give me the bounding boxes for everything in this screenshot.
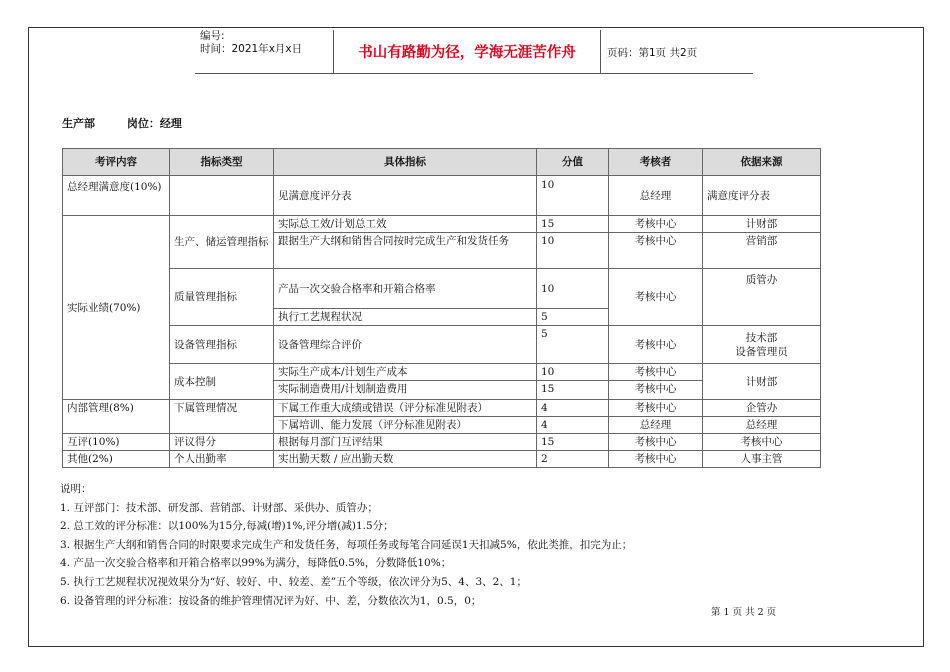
type-cell: 生产、储运管理指标 [170, 216, 274, 269]
column-header: 考核者 [609, 149, 703, 176]
note-item: 5. 执行工艺规程状况视效果分为“好、较好、中、较差、差”五个等级，依次评分为5、4、3、2、1； [60, 575, 527, 588]
column-header: 考评内容 [63, 149, 170, 176]
indicator-cell: 下属培训、能力发展（评分标准见附表） [274, 417, 537, 434]
table-header-row [63, 149, 821, 176]
footer-page-number: 第 1 页 共 2 页 [711, 607, 777, 618]
assessor-cell: 总经理 [609, 417, 703, 434]
content-cell: 互评(10%) [63, 434, 170, 451]
assessor-cell: 考核中心 [609, 216, 703, 233]
source-cell [703, 326, 821, 364]
assessor-cell: 考核中心 [609, 326, 703, 364]
assessor-cell: 考核中心 [609, 233, 703, 269]
score-cell: 10 [537, 233, 609, 269]
type-cell [170, 176, 274, 216]
indicator-cell: 见满意度评分表 [274, 176, 537, 216]
score-cell: 10 [537, 176, 609, 216]
number-label: 编号: [200, 30, 225, 42]
note-item: 3. 根据生产大纲和销售合同的时限要求完成生产和发货任务，每项任务或每笔合同延误1天扣减5%，依此类推，扣完为止； [60, 538, 633, 551]
department-line [62, 115, 210, 131]
source-line: 设备管理员 [735, 345, 788, 358]
score-cell: 5 [537, 309, 609, 326]
score-cell: 4 [537, 400, 609, 417]
score-cell: 10 [537, 269, 609, 309]
source-cell: 总经理 [703, 417, 821, 434]
position-label: 岗位：经理 [126, 117, 182, 130]
header-underline [195, 73, 753, 74]
header-divider [600, 30, 601, 73]
indicator-cell: 执行工艺规程状况 [274, 309, 537, 326]
department-name: 生产部 [62, 117, 95, 130]
type-cell: 个人出勤率 [170, 451, 274, 468]
score-cell: 5 [537, 326, 609, 364]
indicator-cell: 实际总工效/计划总工效 [274, 216, 537, 233]
source-cell: 计财部 [703, 364, 821, 400]
score-cell: 2 [537, 451, 609, 468]
content-cell: 内部管理(8%) [63, 400, 170, 434]
score-cell: 15 [537, 434, 609, 451]
date-label: 时间：2021年x月x日 [200, 43, 303, 55]
source-line: 技术部 [745, 331, 778, 344]
source-cell: 考核中心 [703, 434, 821, 451]
assessor-cell: 考核中心 [609, 400, 703, 417]
table-row [63, 400, 821, 417]
table-row [63, 269, 821, 309]
source-cell: 人事主管 [703, 451, 821, 468]
type-cell: 下属管理情况 [170, 400, 274, 434]
source-cell: 质管办 [703, 269, 821, 326]
table-row [63, 326, 821, 364]
indicator-cell: 下属工作重大成绩或错误（评分标准见附表） [274, 400, 537, 417]
assessor-cell: 考核中心 [609, 381, 703, 400]
indicator-cell: 跟据生产大纲和销售合同按时完成生产和发货任务 [274, 233, 537, 269]
column-header: 指标类型 [170, 149, 274, 176]
indicator-cell: 实出勤天数 / 应出勤天数 [274, 451, 537, 468]
header-page-label: 页码：第1页 共2页 [607, 47, 698, 59]
column-header: 具体指标 [274, 149, 537, 176]
content-cell: 实际业绩(70%) [63, 216, 170, 400]
indicator-cell: 实际制造费用/计划制造费用 [274, 381, 537, 400]
type-cell: 设备管理指标 [170, 326, 274, 364]
indicator-cell: 根据每月部门互评结果 [274, 434, 537, 451]
table-row [63, 176, 821, 216]
type-cell: 成本控制 [170, 364, 274, 400]
assessor-cell: 考核中心 [609, 451, 703, 468]
column-header: 依据来源 [703, 149, 821, 176]
assessor-cell: 考核中心 [609, 364, 703, 381]
score-cell: 15 [537, 381, 609, 400]
assessor-cell: 考核中心 [609, 269, 703, 326]
note-item: 4. 产品一次交验合格率和开箱合格率以99%为满分，每降低0.5%，分数降低10%； [60, 557, 452, 570]
indicator-cell: 实际生产成本/计划生产成本 [274, 364, 537, 381]
type-cell: 质量管理指标 [170, 269, 274, 326]
indicator-cell: 产品一次交验合格率和开箱合格率 [274, 269, 537, 309]
note-item: 1. 互评部门：技术部、研发部、营销部、计财部、采供办、质管办； [60, 501, 378, 514]
header-divider [333, 30, 334, 73]
notes-title: 说明： [60, 483, 92, 495]
assessor-cell: 考核中心 [609, 434, 703, 451]
score-cell: 15 [537, 216, 609, 233]
header-slogan: 书山有路勤为径，学海无涯苦作舟 [358, 45, 576, 61]
table-row [63, 451, 821, 468]
table-row [63, 434, 821, 451]
kpi-table [62, 148, 821, 468]
type-cell: 评议得分 [170, 434, 274, 451]
source-cell: 满意度评分表 [703, 176, 821, 216]
table-row [63, 216, 821, 233]
source-cell: 企管办 [703, 400, 821, 417]
header-left [200, 30, 302, 56]
assessor-cell: 总经理 [609, 176, 703, 216]
note-item: 6. 设备管理的评分标准：按设备的维护管理情况评为好、中、差，分数依次为1，0.5，0； [60, 594, 482, 607]
note-item: 2. 总工效的评分标准：以100%为15分,每减(增)1%,评分增(减)1.5分； [60, 520, 394, 533]
source-cell: 计财部 [703, 216, 821, 233]
source-cell: 营销部 [703, 233, 821, 269]
score-cell: 4 [537, 417, 609, 434]
notes-section [60, 480, 632, 610]
content-cell: 其他(2%) [63, 451, 170, 468]
column-header: 分值 [537, 149, 609, 176]
table-row [63, 364, 821, 381]
score-cell: 10 [537, 364, 609, 381]
indicator-cell: 设备管理综合评价 [274, 326, 537, 364]
content-cell: 总经理满意度(10%) [63, 176, 170, 216]
